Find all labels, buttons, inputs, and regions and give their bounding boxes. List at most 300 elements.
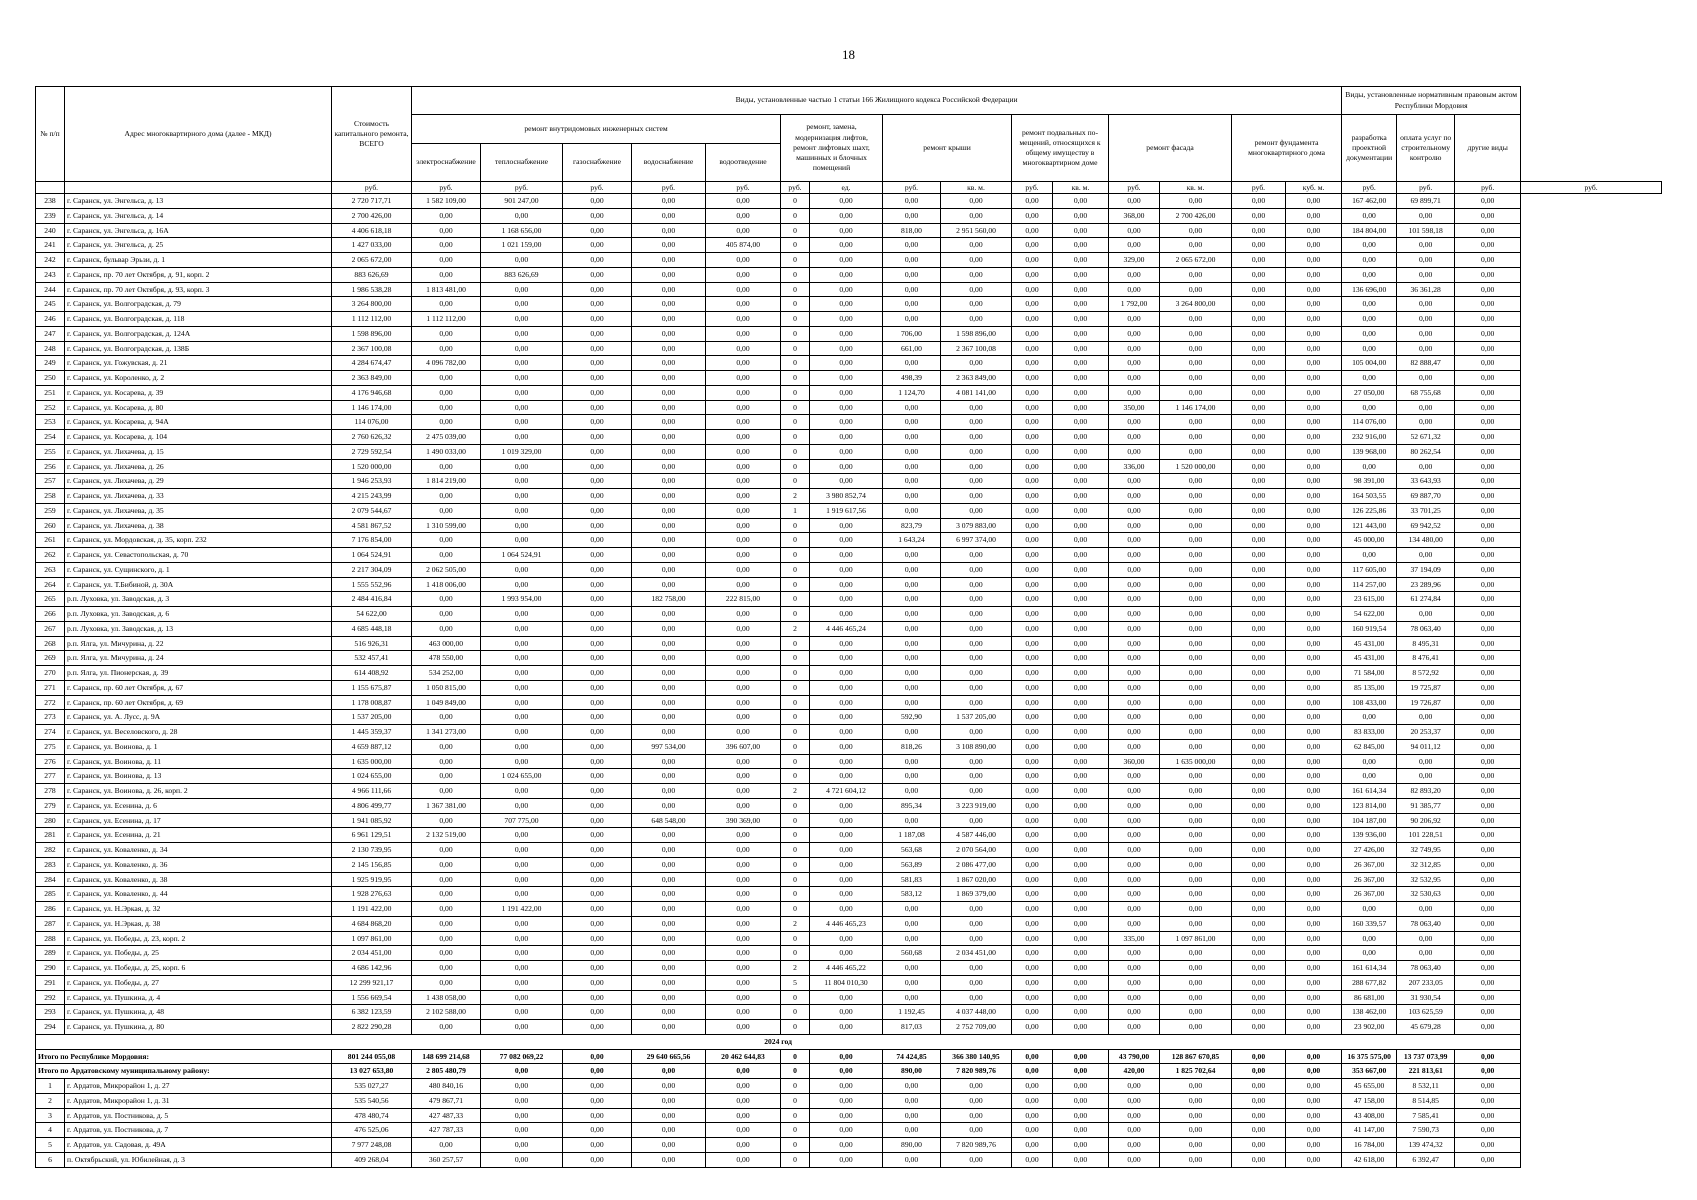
row-value: 0,00 [706,916,781,931]
row-value: 706,00 [883,326,941,341]
row-value: 121 443,00 [1342,518,1397,533]
row-value: 0,00 [632,503,706,518]
row-value: 0,00 [481,1020,563,1035]
row-value: 0,00 [1160,1020,1232,1035]
row-number: 252 [36,400,65,415]
row-value: 0,00 [1455,267,1521,282]
row-value: 0,00 [412,592,481,607]
row-value: 0,00 [1053,194,1109,209]
row-value: 0,00 [1455,1138,1521,1153]
row-number: 289 [36,946,65,961]
row-value: 0,00 [1109,194,1160,209]
row-value: 8 532,11 [1397,1079,1455,1094]
row-value: 0,00 [632,946,706,961]
row-value: 3 223 919,00 [941,798,1012,813]
row-value: 0,00 [1342,754,1397,769]
row-value: 0,00 [941,754,1012,769]
row-value: 0,00 [1053,843,1109,858]
row-value: 0,00 [810,430,883,445]
row-value: 0,00 [1053,326,1109,341]
unit-cell: руб. [1232,182,1286,194]
row-value: 0,00 [706,975,781,990]
row-value: 0,00 [1160,474,1232,489]
row-value: 0,00 [1232,857,1286,872]
row-value: 0,00 [1232,238,1286,253]
row-number: 284 [36,872,65,887]
row-value: 0,00 [810,341,883,356]
row-value: 0,00 [1053,1005,1109,1020]
row-value: 0,00 [1109,489,1160,504]
row-value: 335,00 [1109,931,1160,946]
row-address: г. Саранск, ул. Коваленко, д. 34 [65,843,332,858]
row-value: 0,00 [1232,415,1286,430]
row-value: 2 145 156,85 [332,857,412,872]
row-value: 0,00 [1053,872,1109,887]
row-value: 52 671,32 [1397,430,1455,445]
row-value: 0,00 [883,312,941,327]
row-address: г. Саранск, ул. Воинова, д. 11 [65,754,332,769]
row-value: 0,00 [883,636,941,651]
row-value: 0,00 [1053,961,1109,976]
total-value: 148 699 214,68 [412,1049,481,1064]
row-value: 0,00 [1342,400,1397,415]
row-value: 0,00 [1232,282,1286,297]
row-value: 0,00 [1286,194,1342,209]
row-value: 0,00 [1455,385,1521,400]
row-value: 0,00 [1109,990,1160,1005]
table-row [36,533,1662,548]
facade-header: ремонт фасада [1109,115,1232,182]
total-value: 128 867 670,85 [1160,1049,1232,1064]
row-value: 0,00 [1286,975,1342,990]
row-value: 23 289,96 [1397,577,1455,592]
row-value: 139 474,32 [1397,1138,1455,1153]
row-value: 0,00 [810,282,883,297]
row-value: 0,00 [810,666,883,681]
row-value: 0,00 [1455,341,1521,356]
row-value: 0,00 [563,931,632,946]
row-number: 255 [36,444,65,459]
row-value: 0,00 [563,385,632,400]
engineering-header: ремонт внутридомовых инженерных систем [412,115,781,144]
row-value: 0,00 [810,813,883,828]
row-value: 0,00 [1012,238,1053,253]
row-number: 269 [36,651,65,666]
row-value: 0,00 [1232,725,1286,740]
row-value: 0,00 [632,253,706,268]
row-value: 0,00 [1160,592,1232,607]
row-value: 160 339,57 [1342,916,1397,931]
row-value: 0,00 [810,253,883,268]
row-value: 0,00 [632,651,706,666]
row-value: 0,00 [883,916,941,931]
row-value: 0,00 [1109,621,1160,636]
total-value: 0,00 [1455,1064,1521,1079]
row-value: 0,00 [883,400,941,415]
row-value: 0,00 [1053,651,1109,666]
row-value: 0,00 [1232,990,1286,1005]
row-address: г. Саранск, ул. Энгельса, д. 13 [65,194,332,209]
row-value: 0,00 [632,459,706,474]
row-value: 0,00 [1286,636,1342,651]
row-value: 0,00 [883,1108,941,1123]
row-value: 0,00 [412,341,481,356]
row-value: 0,00 [632,1093,706,1108]
row-value: 0,00 [1286,592,1342,607]
row-value: 0,00 [810,548,883,563]
row-value: 0,00 [563,548,632,563]
row-value: 0,00 [1342,769,1397,784]
row-number: 6 [36,1152,65,1167]
total-value: 13 027 653,80 [332,1064,412,1079]
row-value: 0,00 [1053,548,1109,563]
row-address: г. Саранск, ул. Гожувская, д. 21 [65,356,332,371]
row-value: 0,00 [632,474,706,489]
row-value: 0,00 [1109,710,1160,725]
row-value: 0,00 [706,843,781,858]
row-value: 0,00 [1053,784,1109,799]
row-value: 0,00 [412,1020,481,1035]
row-value: 0,00 [1160,666,1232,681]
row-value: 1 049 849,00 [412,695,481,710]
row-value: 0 [781,710,810,725]
row-value: 0,00 [632,518,706,533]
row-value: 0,00 [706,725,781,740]
row-value: 0,00 [1053,459,1109,474]
row-value: 0,00 [1109,1152,1160,1167]
row-value: 0,00 [1109,238,1160,253]
row-address: г. Саранск, ул. Волгоградская, д. 79 [65,297,332,312]
row-value: 0,00 [1160,326,1232,341]
row-value: 4 721 604,12 [810,784,883,799]
row-value: 0,00 [883,282,941,297]
row-value: 23 902,00 [1342,1020,1397,1035]
row-value: 0,00 [1109,562,1160,577]
row-value: 0,00 [1286,459,1342,474]
row-value: 0,00 [412,607,481,622]
row-address: г. Саранск, ул. Лихачева, д. 29 [65,474,332,489]
row-value: 0,00 [1053,946,1109,961]
unit-cell: куб. м. [1286,182,1342,194]
table-row [36,562,1662,577]
row-number: 256 [36,459,65,474]
row-value: 0,00 [883,1079,941,1094]
row-value: 0,00 [481,975,563,990]
row-value: 45 000,00 [1342,533,1397,548]
row-value: 0,00 [563,503,632,518]
row-value: 0 [781,533,810,548]
row-value: 2 065 672,00 [1160,253,1232,268]
row-value: 0 [781,857,810,872]
row-value: 0,00 [1286,916,1342,931]
row-value: 36 361,28 [1397,282,1455,297]
row-value: 0,00 [481,356,563,371]
row-value: 0,00 [941,680,1012,695]
row-value: 0 [781,931,810,946]
row-value: 0,00 [1109,356,1160,371]
row-value: 0,00 [1232,695,1286,710]
row-value: 62 845,00 [1342,739,1397,754]
total-label: Итого по Ардатовскому муниципальному району: [36,1064,332,1079]
row-value: 0,00 [563,784,632,799]
row-value: 0,00 [1053,282,1109,297]
row-value: 0,00 [1160,518,1232,533]
row-value: 7 590,73 [1397,1123,1455,1138]
unit-cell: руб. [781,182,810,194]
row-value: 0,00 [412,739,481,754]
row-value: 0,00 [883,430,941,445]
row-value: 0,00 [1012,194,1053,209]
table-row [36,651,1662,666]
row-value: 2 363 849,00 [941,371,1012,386]
row-value: 0,00 [632,533,706,548]
row-value: 0 [781,828,810,843]
row-value: 0,00 [1232,813,1286,828]
row-value: 0,00 [1286,931,1342,946]
row-value: 0,00 [412,621,481,636]
row-value: 0,00 [1012,297,1053,312]
row-value: 0,00 [1455,297,1521,312]
row-value: 8 495,31 [1397,636,1455,651]
table-row [36,267,1662,282]
row-value: 0,00 [1053,621,1109,636]
table-row [36,636,1662,651]
row-value: 0,00 [1342,931,1397,946]
row-value: 0,00 [412,208,481,223]
row-value: 516 926,31 [332,636,412,651]
row-value: 32 532,95 [1397,872,1455,887]
row-address: г. Саранск, ул. Мордовская, д. 35, корп. 232 [65,533,332,548]
row-value: 0,00 [1342,902,1397,917]
row-value: 2 102 588,00 [412,1005,481,1020]
row-value: 1 941 085,92 [332,813,412,828]
row-value: 0,00 [412,533,481,548]
table-row [36,843,1662,858]
row-value: 0,00 [810,1079,883,1094]
row-value: 0,00 [412,1138,481,1153]
table-row [36,518,1662,533]
table-row [36,238,1662,253]
row-value: 0,00 [1012,385,1053,400]
row-value: 0,00 [1012,1108,1053,1123]
row-value: 818,00 [883,223,941,238]
row-value: 0,00 [412,503,481,518]
row-value: 0,00 [632,636,706,651]
row-value: 0,00 [1109,474,1160,489]
row-value: 0,00 [706,459,781,474]
row-value: 0,00 [632,312,706,327]
row-value: 0,00 [1160,385,1232,400]
row-value: 0 [781,326,810,341]
row-value: 0,00 [412,326,481,341]
row-value: 0,00 [810,695,883,710]
row-value: 0,00 [481,843,563,858]
row-value: 0,00 [1232,223,1286,238]
row-value: 0,00 [1232,400,1286,415]
row-address: г. Саранск, ул. А. Лусс, д. 9А [65,710,332,725]
row-value: 0,00 [412,769,481,784]
row-value: 0 [781,769,810,784]
row-value: 0,00 [1109,371,1160,386]
row-value: 0,00 [1053,739,1109,754]
row-value: 532 457,41 [332,651,412,666]
row-value: 0,00 [1053,297,1109,312]
row-value: 0,00 [1053,754,1109,769]
row-value: 1 445 359,37 [332,725,412,740]
row-value: 0,00 [941,961,1012,976]
row-value: 0,00 [706,666,781,681]
row-value: 0 [781,739,810,754]
row-value: 0 [781,238,810,253]
row-value: 360,00 [1109,754,1160,769]
row-value: 1 946 253,93 [332,474,412,489]
row-value: 0,00 [481,430,563,445]
row-value: 0,00 [1012,916,1053,931]
row-value: 0,00 [1232,1093,1286,1108]
row-value: 90 206,92 [1397,813,1455,828]
row-value: 0,00 [563,975,632,990]
row-value: 390 369,00 [706,813,781,828]
row-value: 0,00 [810,267,883,282]
row-value: 0,00 [1109,533,1160,548]
row-value: 0,00 [563,916,632,931]
row-value: 41 147,00 [1342,1123,1397,1138]
row-value: 0,00 [941,297,1012,312]
row-value: 0,00 [1286,444,1342,459]
row-value: 0,00 [1109,223,1160,238]
row-value: 0,00 [810,562,883,577]
row-address: г. Саранск, ул. Лихачева, д. 38 [65,518,332,533]
row-value: 0,00 [1053,518,1109,533]
row-value: 0,00 [563,828,632,843]
row-value: 0,00 [1012,931,1053,946]
row-value: 0,00 [1455,562,1521,577]
row-value: 0 [781,754,810,769]
row-value: 160 919,54 [1342,621,1397,636]
row-value: 707 775,00 [481,813,563,828]
eng-gas-header: газоснабжение [563,144,632,182]
row-value: 0,00 [632,916,706,931]
table-row [36,297,1662,312]
row-value: 0,00 [1012,695,1053,710]
row-value: 0,00 [1286,680,1342,695]
row-value: 0,00 [941,651,1012,666]
row-address: р.п. Луховка, ул. Заводская, д. 13 [65,621,332,636]
row-value: 336,00 [1109,459,1160,474]
row-value: 0,00 [1232,489,1286,504]
row-value: 1 418 006,00 [412,577,481,592]
row-value: 0,00 [412,253,481,268]
row-value: 0,00 [1109,415,1160,430]
row-value: 0,00 [1109,1005,1160,1020]
row-value: 0,00 [1160,857,1232,872]
row-value: 0 [781,400,810,415]
row-value: 0,00 [1397,607,1455,622]
table-row [36,1138,1662,1153]
row-value: 0,00 [1455,430,1521,445]
row-value: 0,00 [632,562,706,577]
table-row [36,916,1662,931]
table-row [36,385,1662,400]
row-value: 0,00 [1232,1152,1286,1167]
row-value: 0,00 [412,916,481,931]
row-value: 360 257,57 [412,1152,481,1167]
row-value: 0,00 [706,400,781,415]
row-value: 0,00 [883,975,941,990]
row-value: 0,00 [481,828,563,843]
table-row [36,577,1662,592]
capital-repair-table [35,86,1662,1168]
row-value: 0,00 [1160,902,1232,917]
row-value: 33 701,25 [1397,503,1455,518]
total-value: 0,00 [481,1064,563,1079]
row-value: 0,00 [1286,356,1342,371]
row-value: 0 [781,562,810,577]
row-value: 0,00 [1109,813,1160,828]
row-value: 0,00 [1053,312,1109,327]
row-value: 0,00 [706,223,781,238]
row-value: 0,00 [941,194,1012,209]
table-row [36,931,1662,946]
row-value: 0,00 [563,680,632,695]
row-value: 0,00 [1455,356,1521,371]
row-value: 2 475 039,00 [412,430,481,445]
row-value: 0,00 [1286,739,1342,754]
col-num-header: № п/п [36,87,65,182]
row-number: 247 [36,326,65,341]
row-value: 0 [781,459,810,474]
row-value: 0,00 [1455,208,1521,223]
row-value: 0,00 [1053,607,1109,622]
row-value: 161 614,34 [1342,784,1397,799]
row-value: 0,00 [810,931,883,946]
row-value: 0,00 [1160,990,1232,1005]
row-value: 901 247,00 [481,194,563,209]
row-value: 0,00 [1053,931,1109,946]
row-value: 0 [781,194,810,209]
row-value: 4 446 465,24 [810,621,883,636]
row-value: 0,00 [412,784,481,799]
row-value: 0,00 [1455,916,1521,931]
total-value: 77 082 069,22 [481,1049,563,1064]
row-value: 0,00 [1286,253,1342,268]
row-value: 2 [781,621,810,636]
row-value: 0,00 [810,385,883,400]
row-value: 0,00 [1342,946,1397,961]
total-value: 1 825 702,64 [1160,1064,1232,1079]
row-value: 0,00 [632,607,706,622]
eng-heat-header: теплоснабжение [481,144,563,182]
row-value: 0,00 [1012,415,1053,430]
row-value: 4 406 618,18 [332,223,412,238]
row-value: 0,00 [1232,828,1286,843]
row-value: 2 [781,961,810,976]
row-value: 0,00 [1286,813,1342,828]
row-value: 0,00 [1160,725,1232,740]
row-value: 0,00 [941,695,1012,710]
row-value: 0,00 [1286,1138,1342,1153]
row-value: 0,00 [706,489,781,504]
row-value: 138 462,00 [1342,1005,1397,1020]
row-address: г. Саранск, ул. Н.Эркая, д. 38 [65,916,332,931]
row-value: 0,00 [563,208,632,223]
row-value: 0,00 [1053,695,1109,710]
row-value: 2 367 100,08 [332,341,412,356]
table-row [36,902,1662,917]
row-value: 4 659 887,12 [332,739,412,754]
row-value: 0,00 [563,371,632,386]
row-value: 0,00 [1012,887,1053,902]
